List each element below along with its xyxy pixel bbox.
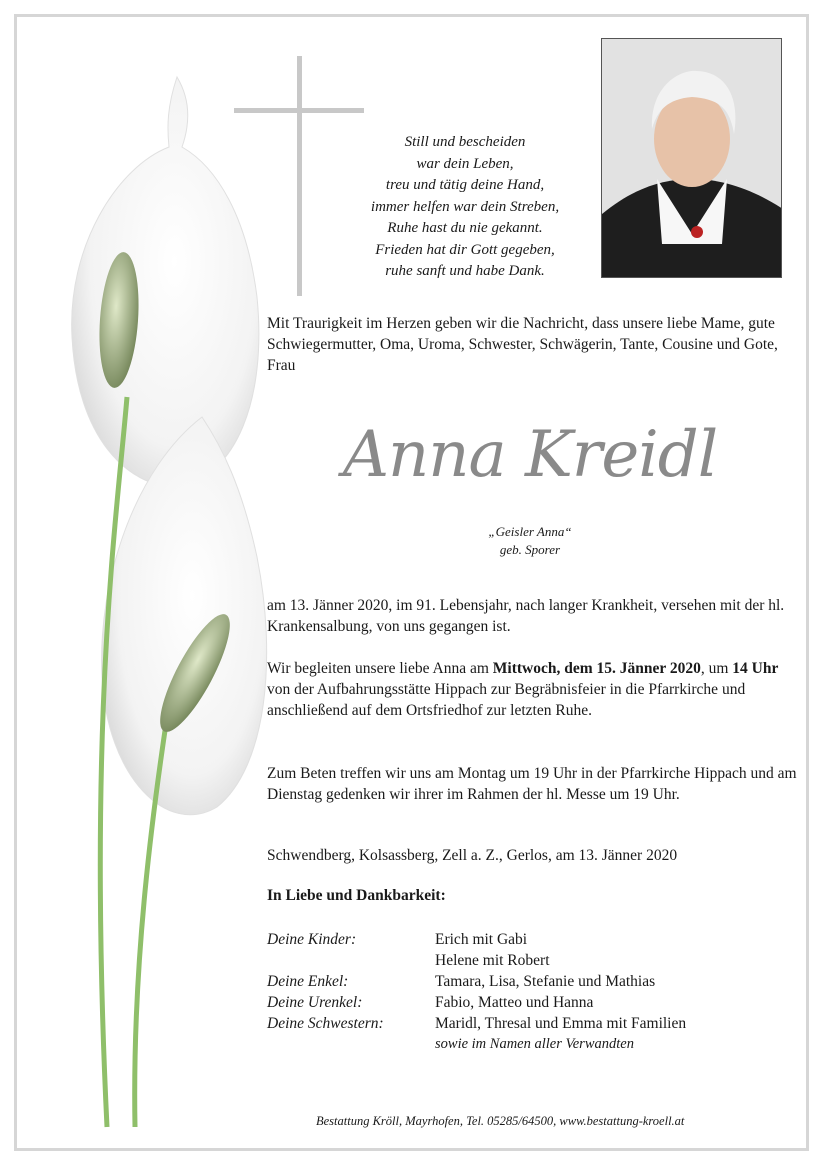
- family-relation: Deine Urenkel:: [267, 994, 363, 1011]
- passing-text: am 13. Jänner 2020, im 91. Lebensjahr, nach langer Krankheit, versehen mit der hl. Krankensalbung, von uns gegangen ist.: [267, 597, 785, 635]
- birth-name: geb. Sporer: [499, 542, 561, 557]
- family-names: Erich mit Gabi: [435, 931, 528, 948]
- poem-line: immer helfen war dein Streben,: [370, 198, 560, 215]
- family-row: [267, 971, 807, 992]
- family-names: Fabio, Matteo und Hanna: [435, 994, 594, 1011]
- places-date: Schwendberg, Kolsassberg, Zell a. Z., Gerlos, am 13. Jänner 2020: [267, 847, 678, 864]
- poem-line: treu und tätig deine Hand,: [385, 177, 545, 193]
- poem-line: Ruhe hast du nie gekannt.: [387, 220, 543, 236]
- poem-line: war dein Leben,: [416, 155, 514, 172]
- nickname: „Geisler Anna“: [488, 524, 572, 539]
- prayer-text: Zum Beten treffen wir uns am Montag um 19 Uhr in der Pfarrkirche Hippach und am Dienstag gedenken wir ihrer im Rahmen der hl. Messe um 19 Uhr.: [267, 765, 797, 803]
- intro-text: Mit Traurigkeit im Herzen geben wir die Nachricht, dass unsere liebe Mame, gute Schwiegermutter, Oma, Uroma, Schwester, Schwägerin, Tante, Cousine und Gote, Frau: [267, 315, 778, 374]
- family-row: [267, 1034, 807, 1055]
- family-note: sowie im Namen aller Verwandten: [435, 1036, 634, 1052]
- closing-heading: In Liebe und Dankbarkeit:: [267, 887, 446, 904]
- funeral-date: Mittwoch, dem 15. Jänner 2020: [492, 660, 701, 677]
- poem: [330, 132, 600, 283]
- family-names: Maridl, Thresal und Emma mit Familien: [435, 1015, 687, 1032]
- portrait-photo: [601, 38, 782, 278]
- family-relation: Deine Schwestern:: [267, 1015, 384, 1032]
- family-list: [267, 929, 807, 1055]
- deceased-name: Anna Kreidl: [342, 418, 718, 492]
- poem-line: ruhe sanft und habe Dank.: [385, 263, 545, 279]
- family-relation: Deine Kinder:: [267, 931, 357, 948]
- family-row: [267, 950, 807, 971]
- family-relation: [267, 950, 435, 971]
- family-names: Tamara, Lisa, Stefanie und Mathias: [435, 973, 656, 990]
- family-row: [267, 992, 807, 1013]
- name-details: [420, 523, 640, 559]
- family-row: [267, 929, 807, 950]
- funeral-home-footer: Bestattung Kröll, Mayrhofen, Tel. 05285/64500, www.bestattung-kroell.at: [316, 1114, 685, 1128]
- family-row: [267, 1013, 807, 1034]
- poem-line: Still und bescheiden: [404, 134, 526, 150]
- family-relation: Deine Enkel:: [267, 973, 349, 990]
- funeral-time: 14 Uhr: [732, 660, 779, 677]
- poem-line: Frieden hat dir Gott gegeben,: [375, 241, 555, 258]
- family-names: Helene mit Robert: [435, 952, 550, 969]
- funeral-text: Wir begleiten unsere liebe Anna am Mittwoch, dem 15. Jänner 2020, um 14 Uhr von der Aufbahrungsstätte Hippach zur Begräbnisfeier in die Pfarrkirche und anschließend auf dem Ortsfriedhof zur letzten Ruhe.: [267, 660, 779, 719]
